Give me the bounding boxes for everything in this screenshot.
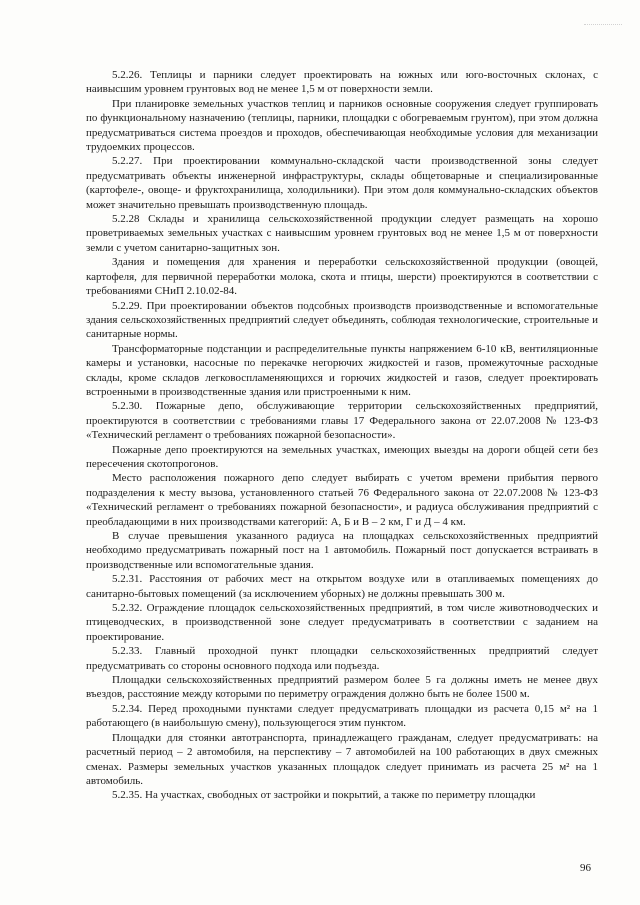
paragraph: Здания и помещения для хранения и переработки сельскохозяйственной продукции (овощей, картофеля, для первичной переработки молока, скота и птицы, шерсти) проектируются в соответствии с требованиями СНиП 2.10.02-84. <box>86 256 598 298</box>
paragraph: 5.2.29. При проектировании объектов подсобных производств производственные и вспомогательные здания сельскохозяйственных предприятий следует объединять, соблюдая технологические, строительные и санитарные нормы. <box>86 299 598 341</box>
paragraph: Место расположения пожарного депо следует выбирать с учетом времени прибытия первого подразделения к месту вызова, установленного статьей 76 Федерального закона от 22.07.2008 № 123-ФЗ «Технический регламент о требованиях пожарной безопасности», и радиуса обслуживания предприятий с преобладающими в них производствами категорий: А, Б и В – 2 км, Г и Д – 4 км. <box>86 472 598 528</box>
paragraph: 5.2.27. При проектировании коммунально-складской части производственной зоны следует предусматривать объекты инженерной инфраструктуры, склады общетоварные и специализированные (картофеле-, овоще- и фруктохранилища, холодильники). При этом доля коммунально-складских объектов может значительно превышать производственную площадь. <box>86 155 598 211</box>
paragraph: 5.2.35. На участках, свободных от застройки и покрытий, а также по периметру площадки <box>112 789 536 802</box>
paragraph: При планировке земельных участков теплиц и парников основные сооружения следует группировать по функциональному назначению (теплицы, парники, площадки с обогреваемым грунтом), при этом должна предусматриваться система проездов и проходов, обеспечивающая необходимые условия для механизации трудоемких процессов. <box>86 97 598 154</box>
paragraph: 5.2.34. Перед проходными пунктами следует предусматривать площадки из расчета 0,15 м² на 1 работающего (в наибольшую смену), пользующегося этим пунктом. <box>86 702 598 730</box>
paragraph: Пожарные депо проектируются на земельных участках, имеющих выезды на дороги общей сети без пересечения скотопрогонов. <box>86 443 598 470</box>
paragraph: 5.2.28 Склады и хранилища сельскохозяйственной продукции следует размещать на хорошо проветриваемых земельных участках с наивысшим уровнем грунтовых вод не менее 1,5 м от поверхности земли с учетом санитарно-защитных зон. <box>86 213 598 254</box>
paragraph: Трансформаторные подстанции и распределительные пункты напряжением 6-10 кВ, вентиляционные камеры и установки, насосные по перекачке негорючих жидкостей и газов, промежуточные расходные склады, кроме складов легковоспламеняющихся и горючих жидкостей и газов, следует проектировать встроенными в производственные здания или пристроенными к ним. <box>86 342 598 398</box>
document-body <box>86 68 598 803</box>
paragraph: В случае превышения указанного радиуса на площадках сельскохозяйственных предприятий необходимо предусматривать пожарный пост на 1 автомобиль. Пожарный пост допускается встраивать в производственные или вспомогательные здания. <box>86 530 598 571</box>
paragraph: 5.2.26. Теплицы и парники следует проектировать на южных или юго-восточных склонах, с наивысшим уровнем грунтовых вод не менее 1,5 м от поверхности земли. <box>86 69 598 96</box>
scan-artifact <box>584 24 622 26</box>
paragraph: Площадки сельскохозяйственных предприятий размером более 5 га должны иметь не менее двух въездов, расстояние между которыми по периметру ограждения должно быть не более 1500 м. <box>86 674 598 701</box>
paragraph: Площадки для стоянки автотранспорта, принадлежащего гражданам, следует предусматривать: на расчетный период – 2 автомобиля, на перспективу – 7 автомобилей на 100 работающих в двух смежных сменах. Размеры земельных участков указанных площадок следует принимать из расчета 25 м² на 1 автомобиль. <box>86 731 598 787</box>
paragraph: 5.2.33. Главный проходной пункт площадки сельскохозяйственных предприятий следует предусматривать со стороны основного подхода или подъезда. <box>86 645 598 672</box>
page-number: 96 <box>580 862 591 874</box>
paragraph: 5.2.30. Пожарные депо, обслуживающие территории сельскохозяйственных предприятий, проектируются в соответствии с требованиями главы 17 Федерального закона от 22.07.2008 № 123-ФЗ «Технический регламент о требованиях пожарной безопасности». <box>86 400 598 442</box>
paragraph: 5.2.32. Ограждение площадок сельскохозяйственных предприятий, в том числе животноводческих и птицеводческих, в производственной зоне следует предусматривать в соответствии с заданием на проектирование. <box>86 602 598 643</box>
paragraph: 5.2.31. Расстояния от рабочих мест на открытом воздухе или в отапливаемых помещениях до санитарно-бытовых помещений (за исключением уборных) не должны превышать 300 м. <box>86 573 598 600</box>
